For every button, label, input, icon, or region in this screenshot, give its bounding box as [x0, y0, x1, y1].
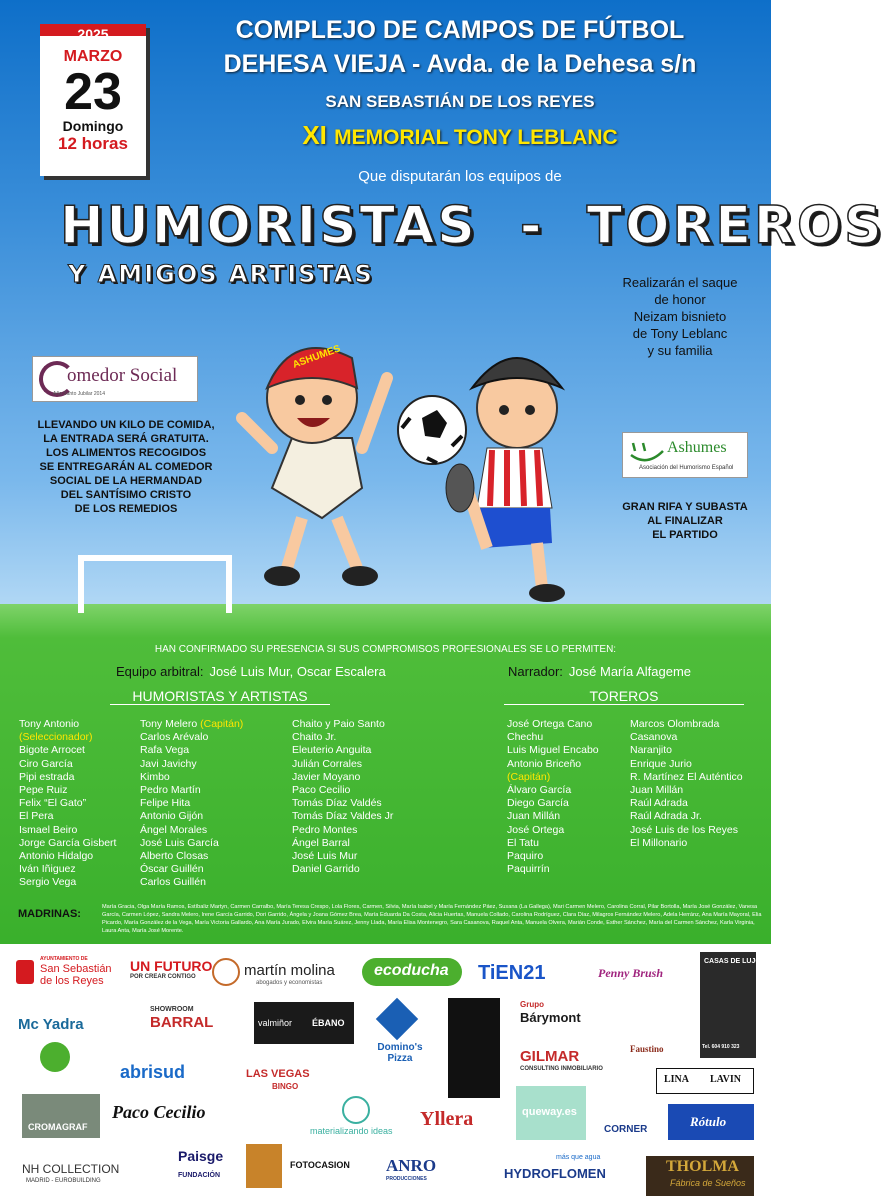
- unfuturo-sub: POR CREAR CONTIGO: [130, 974, 196, 980]
- paisge-sub: FUNDACIÓN: [178, 1172, 220, 1179]
- sponsor-paisge: Paisge: [178, 1148, 224, 1164]
- player-name: Álvaro García: [507, 784, 572, 797]
- player-name: Antonio Gijón: [140, 810, 204, 823]
- player-name: Antonio Briceño: [507, 757, 582, 770]
- player-name: R. Martínez El Auténtico: [630, 770, 743, 783]
- comedor-line: DE LOS REMEDIOS: [74, 503, 178, 515]
- sponsor-mcyadra: Mc Yadra: [18, 1016, 84, 1033]
- player-name: Javi Javichy: [140, 757, 197, 770]
- sponsor-mideas: materializando ideas: [310, 1126, 393, 1136]
- sponsor-valminor: valmiñor: [258, 1018, 293, 1028]
- calendar-day: 23: [64, 63, 122, 121]
- tholma-sub: Fábrica de Sueños: [670, 1178, 746, 1188]
- event-subtitle: Que disputarán los equipos de: [358, 168, 562, 185]
- sponsor-black-card: [448, 998, 500, 1098]
- teams-title: HUMORISTAS - TOREROS: [60, 196, 885, 256]
- player-name: Luis Miguel Encabo: [507, 744, 599, 757]
- player-name: Tomás Díaz Valdes Jr: [292, 810, 394, 823]
- sponsor-martin: martín molina: [244, 962, 335, 979]
- smile-icon: [627, 437, 667, 467]
- player-name: José Luis Mur: [292, 850, 358, 863]
- player-name: Óscar Guillén: [140, 863, 204, 876]
- memorial-title: [160, 120, 760, 151]
- player-name: Jorge García Gisbert: [19, 836, 117, 849]
- calendar-date: [40, 24, 146, 176]
- player-name: José Luis de los Reyes: [630, 823, 738, 836]
- narrador-value: José María Alfageme: [568, 664, 692, 679]
- madrinas-label: MADRINAS:: [18, 908, 81, 920]
- comedor-line: LA ENTRADA SERÁ GRATUITA.: [43, 433, 209, 445]
- player-name: Pedro Martín: [140, 784, 201, 797]
- player-name: Felipe Hita: [140, 797, 191, 810]
- saque-line: Realizarán el saque: [622, 275, 738, 290]
- player-name: Daniel Garrido: [292, 863, 360, 876]
- player-name: El Millonario: [630, 836, 688, 849]
- player-name: Carlos Guillén: [140, 876, 206, 889]
- sponsor-gilmar: GILMAR: [520, 1048, 580, 1065]
- player-name: Antonio Hidalgo: [19, 850, 94, 863]
- saque-text: [600, 274, 760, 359]
- venue-city: SAN SEBASTIÁN DE LOS REYES: [325, 92, 595, 111]
- sponsor-dominos: Domino's Pizza: [377, 1042, 423, 1064]
- ssreyes-name: San Sebastián de los Reyes: [40, 963, 112, 987]
- player-name: Ismael Beiro: [19, 823, 78, 836]
- sponsor-barral: BARRAL: [150, 1014, 214, 1031]
- comedor-logo-text: omedor Social: [67, 365, 178, 386]
- player-name: Pipi estrada: [19, 770, 75, 783]
- martin-sub: abogados y economistas: [256, 980, 323, 986]
- sponsor-penny: Penny Brush: [598, 966, 664, 980]
- sponsor-queway: queway.es: [522, 1106, 577, 1118]
- narrador-label: Narrador:: [508, 664, 563, 679]
- section-humoristas: HUMORISTAS Y ARTISTAS: [110, 688, 330, 705]
- player-name: El Tatu: [507, 836, 539, 849]
- rifa-line: EL PARTIDO: [652, 529, 718, 541]
- player-name: Chechu: [507, 731, 544, 744]
- player-name: Rafa Vega: [140, 744, 190, 757]
- teams-subtitle: Y AMIGOS ARTISTAS: [68, 260, 374, 288]
- sponsor-casas-card: [700, 952, 756, 1058]
- calendar-weekday: Domingo: [62, 118, 124, 134]
- sponsor-yllera: Yllera: [420, 1108, 474, 1130]
- nh-sub: MADRID - EUROBUILDING: [26, 1178, 101, 1184]
- comedor-logo-sub: Año Santo Jubilar 2014: [53, 391, 105, 397]
- humoristas-column-1: [19, 718, 116, 890]
- sponsor-hydro: HYDROFLOMEN: [504, 1166, 606, 1181]
- player-name: Carlos Arévalo: [140, 731, 209, 744]
- saque-line: Neizam bisnieto: [633, 309, 727, 324]
- ashumes-logo-name: Ashumes: [667, 439, 727, 456]
- player-name: Tomás Díaz Valdés: [292, 797, 382, 810]
- humoristas-column-3: [292, 718, 393, 876]
- comedor-line: SE ENTREGARÁN AL COMEDOR: [39, 461, 213, 473]
- rifa-line: AL FINALIZAR: [647, 515, 723, 527]
- runner-icon: [40, 1042, 70, 1072]
- sponsor-fotocasion: FOTOCASION: [290, 1160, 350, 1170]
- player-name: Ángel Morales: [140, 823, 208, 836]
- torero-kid-icon: [446, 358, 565, 602]
- barymont-top: Grupo: [520, 1000, 544, 1009]
- sponsor-faustino: Faustino: [630, 1044, 664, 1054]
- comedor-line: DEL SANTÍSIMO CRISTO: [60, 489, 192, 501]
- sponsor-ecoducha: ecoducha: [374, 962, 449, 979]
- dominos-icon: [376, 998, 418, 1040]
- sponsor-lasvegas: LAS VEGAS: [246, 1068, 310, 1080]
- goal-post: [78, 555, 232, 613]
- toreros-column-2: [630, 718, 743, 850]
- sponsor-barymont: Bárymont: [520, 1010, 581, 1025]
- player-name: Diego García: [507, 797, 569, 810]
- mideas-icon: [342, 1096, 370, 1124]
- player-name: José Luis García: [140, 836, 219, 849]
- venue-line-1: COMPLEJO DE CAMPOS DE FÚTBOL: [235, 16, 685, 44]
- saque-line: de Tony Leblanc: [632, 326, 728, 341]
- player-name: Ciro García: [19, 757, 73, 770]
- gilmar-sub: CONSULTING INMOBILIARIO: [520, 1066, 603, 1072]
- calendar-time: 12 horas: [58, 134, 128, 153]
- calendar-year: 2025: [77, 26, 109, 42]
- player-name: Iván Iñiguez: [19, 863, 76, 876]
- memorial-name: MEMORIAL TONY LEBLANC: [334, 126, 618, 149]
- player-name: (Capitán): [507, 770, 551, 783]
- madrinas-list: María Gracia, Olga María Ramos, Estíbaliz Martyn, Carmen Carralbo, María Teresa Crespo, Lola Flores, Carmen, Silvia, María Isabel y María Fernández Páez, Susana (La Gallega), Mari Carmen Melero, Carolina Corral, Pilar Bortolla, María José González, Vanesa García, Carmen López, Sandra Melero, Irene García Garrido, Dori Garrido, Ángela y Joana Gómez Brea, María Eduarda Da Costa, Alicia Huertas, Manuela Collado, Carolina Rodríguez, Clara Díaz, Milagros Fernández Melero, Adela Herránz, Ana María Mayoral, Elia Picardo, María González de la Vega, María Victoria Gallardo, Ana María Jurado, Elvira María Suárez, Jenny Llada, María Elisa Montenegro, Sara Casanova, Raquel Anta, Manuela Olvera, Marián Conde, Esther Sánchez, María del Carmen Sánchez, Karla Virginia, Laura Anta, María José Morente.: [102, 904, 762, 934]
- sponsor-tien21: TiEN21: [478, 962, 546, 984]
- sponsor-casas: CASAS DE LUJO: [704, 958, 761, 965]
- player-name: Javier Moyano: [292, 770, 361, 783]
- player-name: Chaito y Paio Santo: [292, 718, 385, 730]
- section-toreros: TOREROS: [504, 688, 744, 705]
- player-name: Alberto Closas: [140, 850, 209, 863]
- sponsor-tholma: THOLMA: [666, 1158, 739, 1175]
- player-name: Bigote Arrocet: [19, 744, 85, 757]
- sponsor-cromagraf: CROMAGRAF: [28, 1122, 88, 1132]
- anro-sub: PRODUCCIONES: [386, 1176, 427, 1182]
- player-name: Enrique Jurio: [630, 757, 692, 770]
- player-name: Juan Millán: [630, 784, 684, 797]
- humoristas-column-2: [140, 718, 243, 890]
- sponsor-rotulo: Rótulo: [690, 1114, 727, 1129]
- comedor-line: SOCIAL DE LA HERMANDAD: [49, 475, 203, 487]
- player-name: José Ortega: [507, 823, 565, 836]
- crest-icon: [16, 960, 34, 984]
- venue-line-2: DEHESA VIEJA - Avda. de la Dehesa s/n: [223, 50, 697, 78]
- barral-top: SHOWROOM: [150, 1006, 194, 1013]
- sponsors-panel: [0, 944, 771, 1200]
- casas-tel: Tel. 604 910 323: [702, 1044, 740, 1050]
- ashumes-logo-sub: Asociación del Humorismo Español: [639, 465, 734, 471]
- sponsor-abrisud: abrisud: [120, 1062, 186, 1082]
- player-name: Pepe Ruiz: [19, 784, 68, 797]
- player-name: Julián Corrales: [292, 757, 363, 770]
- humorist-kid-icon: [242, 343, 387, 586]
- rifa-line: GRAN RIFA Y SUBASTA: [622, 501, 748, 513]
- player-name: (Seleccionador): [19, 731, 93, 744]
- player-name: Ángel Barral: [292, 836, 350, 849]
- player-name: Raúl Adrada Jr.: [630, 810, 702, 823]
- sponsor-nh: NH COLLECTION: [22, 1162, 120, 1176]
- player-name: Casanova: [630, 731, 678, 744]
- calendar-month: MARZO: [63, 48, 123, 65]
- player-name: Sergio Vega: [19, 876, 77, 889]
- player-name: Paquiro: [507, 850, 544, 863]
- sponsor-unfuturo: UN FUTURO: [130, 958, 213, 974]
- player-name: Paco Cecilio: [292, 784, 351, 797]
- sponsor-pacocecilio: Paco Cecilio: [112, 1102, 206, 1122]
- cartoon-players-illustration: [232, 318, 612, 618]
- cap-label: ASHUMES: [291, 343, 343, 371]
- player-name: Felix “El Gato”: [19, 797, 87, 810]
- narrador-row: [508, 664, 691, 679]
- player-name: Kimbo: [140, 770, 170, 783]
- confirmation-text: HAN CONFIRMADO SU PRESENCIA SI SUS COMPROMISOS PROFESIONALES SE LO PERMITEN:: [154, 644, 617, 655]
- arbitral-row: [116, 664, 386, 679]
- player-name: El Pera: [19, 810, 54, 823]
- football-icon: [398, 396, 466, 464]
- player-name: Tony Melero: [140, 718, 201, 730]
- rifa-text: [612, 500, 758, 542]
- hydro-top: más que agua: [556, 1154, 601, 1161]
- sponsor-corner: CORNER: [604, 1124, 648, 1135]
- player-name: José Ortega Cano: [507, 718, 593, 730]
- player-name: Chaito Jr.: [292, 731, 337, 744]
- player-name: Marcos Olombrada: [630, 718, 720, 730]
- player-name: Pedro Montes: [292, 823, 358, 836]
- camera-tripod-icon: [246, 1144, 282, 1188]
- comedor-social-logo: [32, 356, 198, 402]
- sponsor-anro: ANRO: [386, 1156, 437, 1175]
- player-name: Raúl Adrada: [630, 797, 688, 810]
- toreros-column-1: [507, 718, 599, 876]
- saque-line: y su familia: [647, 343, 713, 358]
- lasvegas-bingo: BINGO: [272, 1082, 299, 1091]
- comedor-line: LLEVANDO UN KILO DE COMIDA,: [37, 419, 215, 431]
- captain-tag: (Capitán): [200, 718, 244, 730]
- arbitral-value: José Luis Mur, Oscar Escalera: [209, 664, 386, 679]
- player-name: Eleuterio Anguita: [292, 744, 372, 757]
- saque-line: de honor: [654, 292, 706, 307]
- player-name: Naranjito: [630, 744, 673, 757]
- player-name: Paquirrín: [507, 863, 550, 876]
- player-name-row: [140, 718, 243, 731]
- arbitral-label: Equipo arbitral:: [116, 664, 204, 679]
- sponsor-lavin: LAVIN: [710, 1074, 741, 1085]
- comedor-text: [22, 418, 230, 516]
- ssreyes-top: AYUNTAMIENTO DE: [40, 956, 88, 962]
- ashumes-logo: [622, 432, 748, 478]
- player-name: Tony Antonio: [19, 718, 80, 730]
- comedor-line: LOS ALIMENTOS RECOGIDOS: [45, 447, 207, 459]
- memorial-roman: XI: [302, 120, 327, 150]
- sponsor-lina: LINA: [664, 1074, 690, 1085]
- player-name: Juan Millán: [507, 810, 561, 823]
- sponsor-ebano: ÉBANO: [312, 1018, 345, 1028]
- mm-icon: [212, 958, 240, 986]
